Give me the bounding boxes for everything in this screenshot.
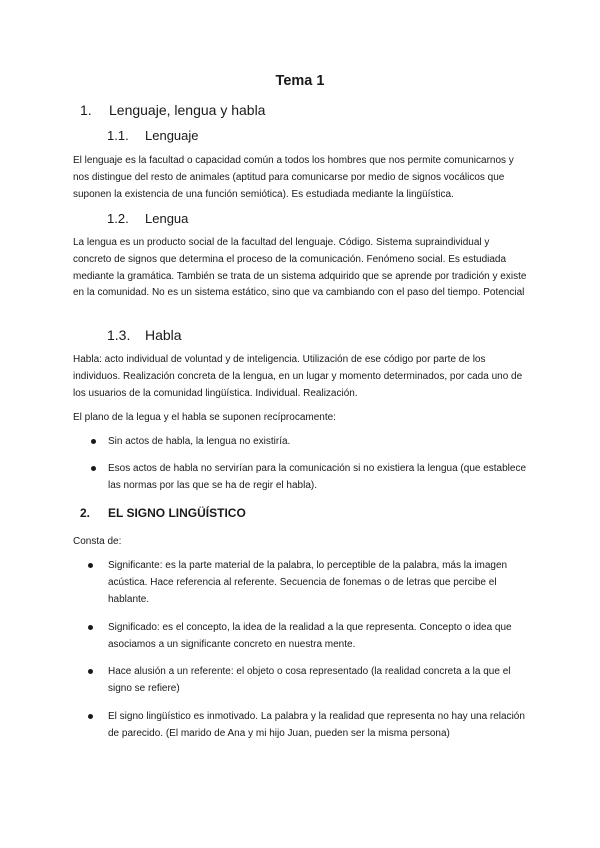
list-item [108, 558, 528, 608]
subsection-1-1-title: Lenguaje [145, 128, 199, 143]
bullet-icon [88, 714, 93, 719]
subsection-1-2-title: Lengua [145, 211, 189, 226]
subsection-1-3-number: 1.3. [107, 327, 131, 343]
section-2-title: EL SIGNO LINGÜÍSTICO [108, 506, 246, 520]
bullet-icon [91, 439, 96, 444]
list-item-text: Esos actos de habla no servirían para la comunicación si no existiera la lengua (que establece las normas por las que se ha de regir el habla). [108, 463, 527, 491]
subsection-1-3-heading [107, 327, 182, 343]
list-item-text: Significado: es el concepto, la idea de la realidad a la que representa. Concepto o idea que asociamos a un significante concreto en nuestra mente. [108, 622, 512, 650]
paragraph-habla: Habla: acto individual de voluntad y de inteligencia. Utilización de ese código por parte de los individuos. Realización concreta de la lengua, en un lugar y momento determinados, por cada uno de los usuarios de la comunidad lingüística. Individual. Realización. [73, 354, 523, 399]
list-item-text: Hace alusión a un referente: el objeto o cosa representado (la realidad concreta a la que el signo se refiere) [108, 666, 511, 694]
section-2-number: 2. [80, 506, 91, 520]
paragraph-lenguaje: El lenguaje es la facultad o capacidad común a todos los hombres que nos permite comunicarnos y nos distingue del resto de animales (aptitud para comunicarse por medio de signos vocálicos que suponen la existencia de una función semiótica). Es estudiada mediante la lingüística. [73, 155, 514, 200]
section-1-number: 1. [80, 102, 92, 118]
list-item [108, 664, 528, 698]
bullet-icon [91, 466, 96, 471]
section-1-title: Lenguaje, lengua y habla [109, 102, 266, 118]
section-1-heading [80, 102, 265, 118]
list-item [108, 461, 528, 495]
paragraph-plano: El plano de la legua y el habla se suponen recíprocamente: [73, 412, 336, 423]
bullet-icon [88, 563, 93, 568]
paragraph-consta: Consta de: [73, 536, 122, 547]
list-item [108, 709, 528, 743]
subsection-1-2-heading [107, 211, 188, 226]
document-title: Tema 1 [275, 73, 325, 89]
list-item-text: Significante: es la parte material de la palabra, lo perceptible de la palabra, más la imagen acústica. Hace referencia al referente. Secuencia de fonemas o de letras que percibe el hablante. [108, 560, 508, 605]
subsection-1-1-heading [107, 128, 199, 143]
list-item-text: Sin actos de habla, la lengua no existiría. [108, 436, 291, 447]
paragraph-lengua: La lengua es un producto social de la facultad del lenguaje. Código. Sistema supraindividual y concreto de signos que determina el proceso de la comunicación. Fenómeno social. Es estudiada mediante la gramática. También se trata de un sistema adquirido que se aprende por tradición y existe en la comunidad. No es un sistema estático, sino que va cambiando con el paso del tiempo. Potencial [73, 237, 527, 299]
list-item-text: El signo lingüístico es inmotivado. La palabra y la realidad que representa no hay una relación de parecido. (El marido de Ana y mi hijo Juan, pueden ser la misma persona) [108, 711, 525, 739]
section-2-heading [80, 506, 246, 520]
subsection-1-1-number: 1.1. [107, 128, 129, 143]
subsection-1-3-title: Habla [145, 327, 182, 343]
bullet-icon [88, 625, 93, 630]
subsection-1-2-number: 1.2. [107, 211, 129, 226]
bullet-icon [88, 669, 93, 674]
list-item [108, 434, 528, 451]
list-item [108, 620, 528, 654]
